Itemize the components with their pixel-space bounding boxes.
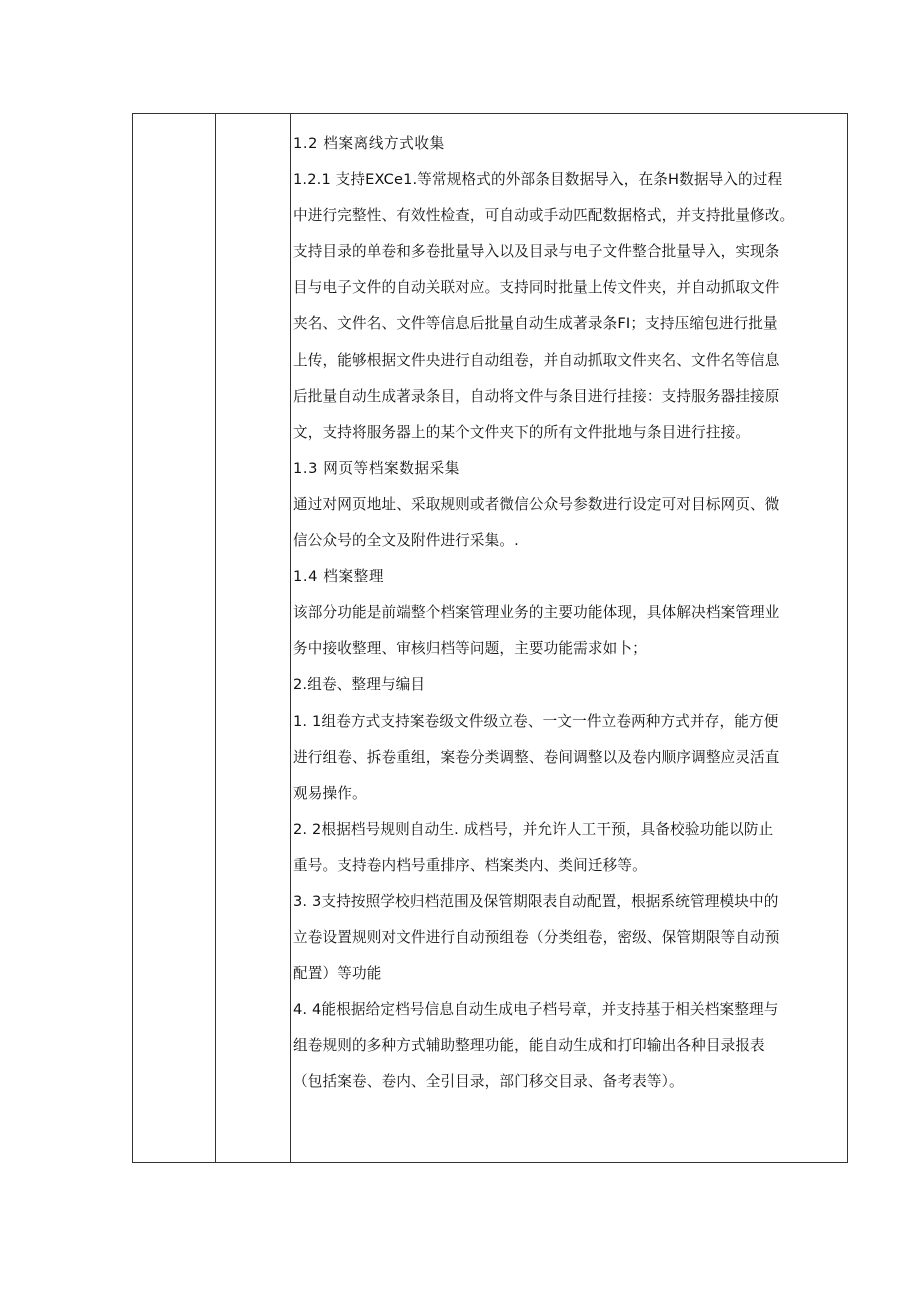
paragraph-line: 观易操作。	[293, 784, 367, 802]
paragraph-line: 目与电子文件的自动关联对应。支持同时批量上传文件夹，并自动抓取文件	[293, 279, 780, 297]
table-cell-first-column	[133, 114, 216, 1162]
paragraph-line: 文，支持将服务器上的某个文件夹下的所有文件批地与条目进行拄接。	[293, 423, 751, 441]
paragraph-line: 组卷规则的多种方式辅助整理功能，能自动生成和打印输出各种目录报表	[293, 1037, 765, 1055]
paragraph-line: （包括案卷、卷内、全引目录，部门移交目录、备考表等）。	[293, 1073, 684, 1091]
section-heading: 1.4 档案整理	[293, 568, 385, 586]
paragraph-line: 信公众号的全文及附件进行采集。.	[293, 532, 519, 550]
table-cell-second-column	[216, 114, 291, 1162]
paragraph-line: 立卷设置规则对文件进行自动预组卷（分类组卷，密级、保管期限等自动预	[293, 929, 780, 947]
paragraph-line: 支持目录的单卷和多卷批量导入以及目录与电子文件整合批量导入，实现条	[293, 243, 780, 261]
paragraph-line: 务中接收整理、审核归档等问题，主要功能需求如卜；	[293, 640, 647, 658]
paragraph-line: 夹名、文件名、文件等信息后批量自动生成著录条FI；支持压缩包进行批量	[293, 315, 778, 333]
paragraph-line: 1. 1组卷方式支持案卷级文件级立卷、一文一件立卷两种方式并存，能方便	[293, 712, 779, 730]
paragraph-line: 3. 3支持按照学校归档范围及保管期限表自动配置，根据系统管理模块中的	[293, 892, 779, 910]
paragraph-line: 该部分功能是前端整个档案管理业务的主要功能体现，具体解决档案管理业	[293, 604, 780, 622]
paragraph-line: 重号。支持卷内档号重排序、档案类内、类间迁移等。	[293, 856, 647, 874]
section-heading: 1.2 档案离线方式收集	[293, 135, 445, 152]
paragraph-line: 上传，能够根据文件央进行自动组卷，并自动抓取文件夹名、文件名等信息	[293, 351, 780, 369]
paragraph-line: 后批量自动生成著录条目，自动将文件与条目进行挂接：支持服务器挂接原	[293, 387, 780, 405]
paragraph-line: 中进行完整性、有效性检查，可自动或手动匹配数据格式，并支持批量修改。	[293, 207, 795, 225]
paragraph-line: 2. 2根据档号规则自动生. 成档号，并允许人工干预，具备校验功能以防止	[293, 820, 774, 838]
paragraph-line: 1.2.1 支持EXCe1.等常规格式的外部条目数据导入，在条H数据导入的过程	[293, 171, 783, 189]
paragraph-line: 配置）等功能	[293, 965, 382, 983]
paragraph-line: 进行组卷、拆卷重组，案卷分类调整、卷间调整以及卷内顺序调整应灵活直	[293, 748, 780, 766]
table-cell-content	[291, 114, 847, 1162]
paragraph-line: 通过对网页地址、采取规则或者微信公众号参数进行设定可对目标网页、微	[293, 495, 780, 513]
document-table	[132, 113, 848, 1163]
paragraph-line: 4. 4能根据给定档号信息自动生成电子档号章，并支持基于相关档案整理与	[293, 1001, 779, 1019]
section-heading: 1.3 网页等档案数据采集	[293, 459, 460, 477]
section-heading: 2.组卷、整理与编目	[293, 676, 426, 694]
